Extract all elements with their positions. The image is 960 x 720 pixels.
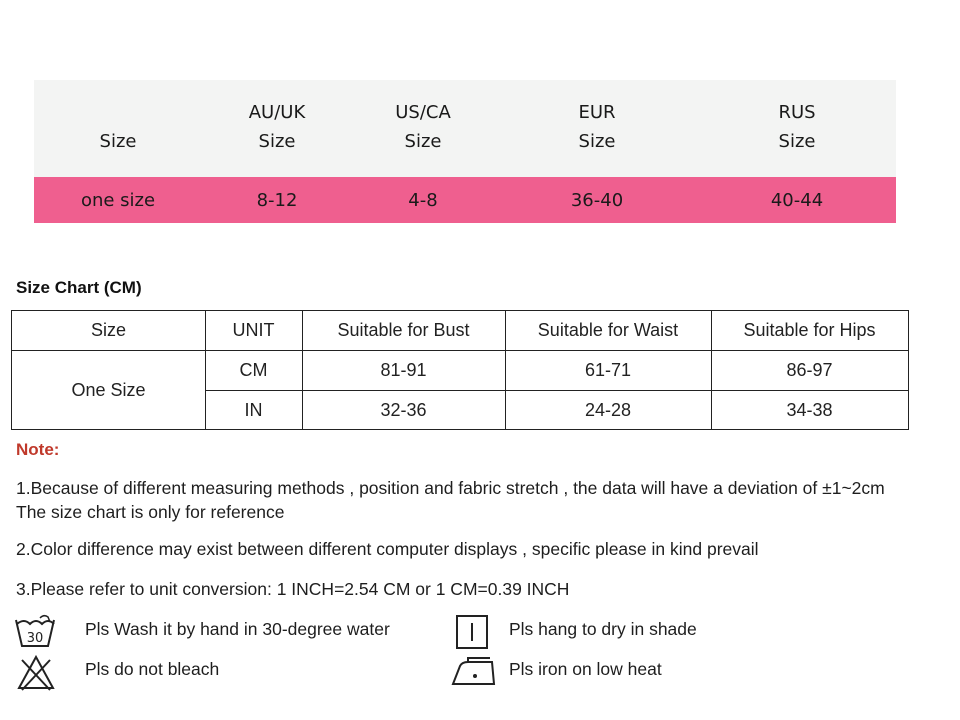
cell-waist-in: 24-28 [584,400,632,420]
size-chart-title: Size Chart (CM) [16,278,142,297]
care-bleach-text: Pls do not bleach [85,659,220,679]
cell-us-ca: 4-8 [408,190,438,211]
hand-wash-30-icon [14,614,56,650]
care-dry-text: Pls hang to dry in shade [509,619,697,639]
cell-bust-in: 32-36 [380,400,427,420]
iron-low-heat-icon [450,654,498,688]
cell-unit-in: IN [244,400,263,420]
header-unit: UNIT [232,320,275,340]
header-waist: Suitable for Waist [537,320,679,340]
size-chart-table [11,310,909,430]
conversion-table [0,0,862,211]
header-size: Size [99,131,137,152]
cell-unit-cm: CM [239,360,268,380]
note-2: 2.Color difference may exist between different computer displays , specific please in kind prevail [16,539,759,559]
header-bust: Suitable for Bust [337,320,470,340]
svg-text:30: 30 [26,631,44,646]
cell-waist-cm: 61-71 [584,360,632,380]
note-3: 3.Please refer to unit conversion: 1 INCH=2.54 CM or 1 CM=0.39 INCH [16,579,570,599]
header-au-uk: AU/UK Size [248,102,306,152]
care-wash-text: Pls Wash it by hand in 30-degree water [85,619,390,639]
grid-line [12,350,908,351]
note-label: Note: [16,440,60,459]
cell-hips-cm: 86-97 [786,360,833,380]
cell-one-size: One Size [71,380,146,400]
care-iron-text: Pls iron on low heat [509,659,662,679]
header-rus: RUS Size [778,102,816,152]
cell-hips-in: 34-38 [786,400,833,420]
hang-dry-shade-icon [455,614,489,650]
cell-rus: 40-44 [770,190,824,211]
header-hips: Suitable for Hips [743,320,876,340]
cell-one-size: one size [80,190,156,211]
cell-au-uk: 8-12 [256,190,298,211]
cell-bust-cm: 81-91 [380,360,427,380]
grid-line [205,390,908,391]
cell-eur: 36-40 [570,190,624,211]
note-1: 1.Because of different measuring methods , position and fabric stretch , the data will have a deviation of ±1~2cm The size chart is only for reference [16,478,885,522]
header-us-ca: US/CA Size [395,102,451,152]
header-eur: EUR Size [578,102,616,152]
header-size: Size [90,320,126,340]
no-bleach-icon [16,654,56,692]
